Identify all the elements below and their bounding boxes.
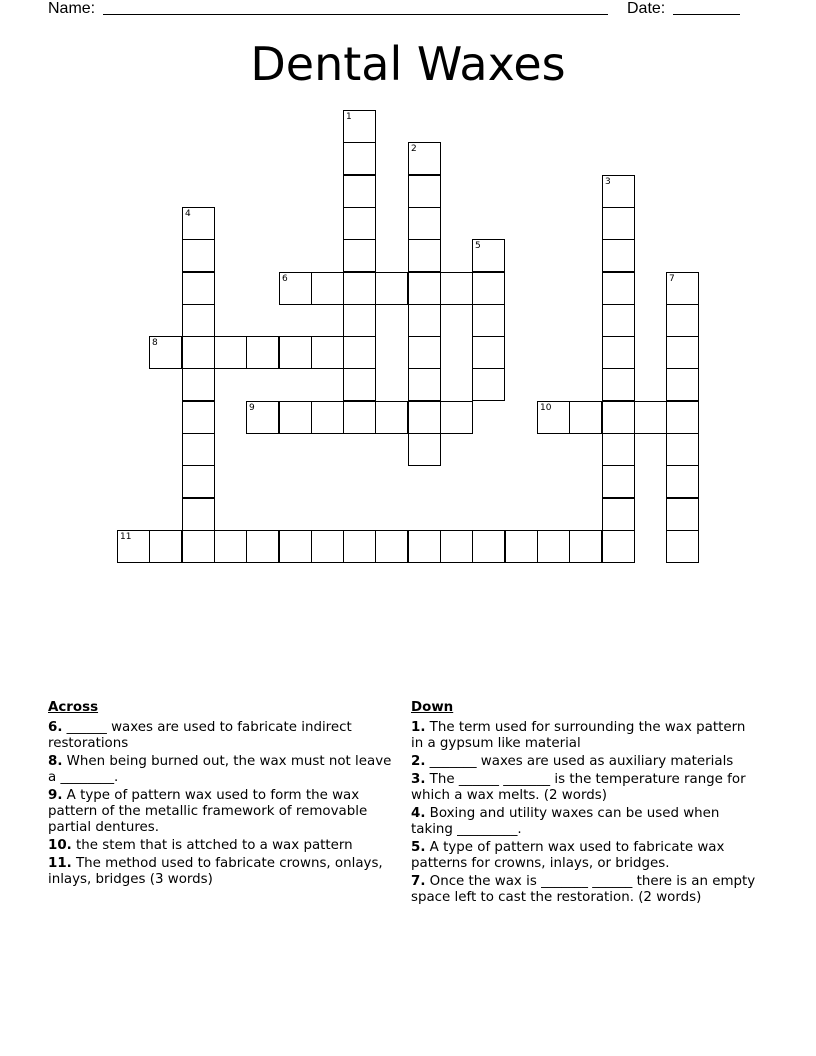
crossword-cell[interactable] xyxy=(666,465,699,498)
crossword-cell[interactable] xyxy=(343,239,376,272)
cell-number: 8 xyxy=(152,338,158,348)
across-heading: Across xyxy=(48,700,99,715)
crossword-cell[interactable] xyxy=(182,239,215,272)
crossword-cell[interactable] xyxy=(375,401,408,434)
crossword-cell[interactable] xyxy=(182,304,215,337)
crossword-cell[interactable] xyxy=(408,401,441,434)
crossword-cell[interactable] xyxy=(182,498,215,531)
puzzle-title: Dental Waxes xyxy=(250,37,566,91)
cell-number: 7 xyxy=(669,274,675,284)
crossword-cell[interactable] xyxy=(666,336,699,369)
crossword-cell[interactable] xyxy=(666,498,699,531)
crossword-cell[interactable] xyxy=(246,401,279,434)
crossword-cell[interactable] xyxy=(343,368,376,401)
clue-across-6: 6. ______ waxes are used to fabricate indirect restorations xyxy=(48,720,352,751)
crossword-cell[interactable] xyxy=(408,433,441,466)
clue-across-8: 8. When being burned out, the wax must not leave a ________. xyxy=(48,754,392,785)
crossword-cell[interactable] xyxy=(472,530,505,563)
crossword-cell[interactable] xyxy=(279,272,312,305)
name-label: Name: xyxy=(48,0,96,17)
cell-number: 5 xyxy=(475,241,481,251)
crossword-cell[interactable] xyxy=(408,207,441,240)
crossword-cell[interactable] xyxy=(311,530,344,563)
crossword-cell[interactable] xyxy=(602,498,635,531)
crossword-cell[interactable] xyxy=(602,175,635,208)
crossword-cell[interactable] xyxy=(666,433,699,466)
crossword-cell[interactable] xyxy=(214,336,247,369)
cell-number: 11 xyxy=(120,532,132,542)
crossword-cell[interactable] xyxy=(182,336,215,369)
clue-across-9: 9. A type of pattern wax used to form the wax pattern of the metallic framework of removable partial dentures. xyxy=(48,788,368,835)
crossword-cell[interactable] xyxy=(408,272,441,305)
clue-down-2: 2. _______ waxes are used as auxiliary materials xyxy=(411,754,734,769)
crossword-cell[interactable] xyxy=(440,401,473,434)
crossword-cell[interactable] xyxy=(343,401,376,434)
crossword-cell[interactable] xyxy=(246,336,279,369)
clue-down-5: 5. A type of pattern wax used to fabricate wax patterns for crowns, inlays, or bridges. xyxy=(411,840,725,871)
crossword-cell[interactable] xyxy=(117,530,150,563)
crossword-cell[interactable] xyxy=(279,401,312,434)
crossword-cell[interactable] xyxy=(343,272,376,305)
crossword-cell[interactable] xyxy=(343,336,376,369)
crossword-cell[interactable] xyxy=(343,175,376,208)
crossword-cell[interactable] xyxy=(440,530,473,563)
crossword-cell[interactable] xyxy=(602,207,635,240)
crossword-cell[interactable] xyxy=(602,239,635,272)
crossword-cell[interactable] xyxy=(182,433,215,466)
cell-number: 2 xyxy=(411,144,417,154)
clue-across-10: 10. the stem that is attched to a wax pattern xyxy=(48,838,353,853)
crossword-cell[interactable] xyxy=(666,401,699,434)
cell-number: 3 xyxy=(605,177,611,187)
crossword-cell[interactable] xyxy=(408,304,441,337)
crossword-cell[interactable] xyxy=(537,530,570,563)
crossword-cell[interactable] xyxy=(182,401,215,434)
down-heading: Down xyxy=(411,700,454,715)
crossword-cell[interactable] xyxy=(472,304,505,337)
crossword-cell[interactable] xyxy=(666,304,699,337)
crossword-cell[interactable] xyxy=(440,272,473,305)
crossword-cell[interactable] xyxy=(343,304,376,337)
across-clues xyxy=(48,700,403,890)
cell-number: 10 xyxy=(540,403,552,413)
crossword-cell[interactable] xyxy=(602,401,635,434)
crossword-cell[interactable] xyxy=(408,175,441,208)
cell-number: 9 xyxy=(249,403,255,413)
crossword-cell[interactable] xyxy=(602,304,635,337)
crossword-cell[interactable] xyxy=(375,530,408,563)
crossword-cell[interactable] xyxy=(408,530,441,563)
crossword-cell[interactable] xyxy=(472,336,505,369)
clue-down-3: 3. The ______ _______ is the temperature range for which a wax melts. (2 words) xyxy=(411,772,746,803)
crossword-cell[interactable] xyxy=(149,336,182,369)
crossword-cell[interactable] xyxy=(569,401,602,434)
crossword-cell[interactable] xyxy=(279,530,312,563)
crossword-cell[interactable] xyxy=(408,142,441,175)
crossword-cell[interactable] xyxy=(408,336,441,369)
crossword-cell[interactable] xyxy=(602,433,635,466)
crossword-cell[interactable] xyxy=(634,401,667,434)
clue-down-4: 4. Boxing and utility waxes can be used when taking _________. xyxy=(411,806,720,837)
crossword-cell[interactable] xyxy=(311,401,344,434)
crossword-cell[interactable] xyxy=(408,239,441,272)
crossword-cell[interactable] xyxy=(343,207,376,240)
crossword-cell[interactable] xyxy=(182,465,215,498)
crossword-cell[interactable] xyxy=(279,336,312,369)
crossword-cell[interactable] xyxy=(666,272,699,305)
cell-number: 6 xyxy=(282,274,288,284)
crossword-cell[interactable] xyxy=(602,368,635,401)
crossword-cell[interactable] xyxy=(182,207,215,240)
crossword-cell[interactable] xyxy=(472,239,505,272)
crossword-cell[interactable] xyxy=(343,110,376,143)
crossword-cell[interactable] xyxy=(182,272,215,305)
crossword-cell[interactable] xyxy=(602,272,635,305)
crossword-cell[interactable] xyxy=(214,530,247,563)
clue-down-1: 1. The term used for surrounding the wax pattern in a gypsum like material xyxy=(411,720,746,751)
crossword-cell[interactable] xyxy=(408,368,441,401)
crossword-cell[interactable] xyxy=(472,272,505,305)
crossword-cell[interactable] xyxy=(537,401,570,434)
cell-number: 1 xyxy=(346,112,352,122)
clue-across-11: 11. The method used to fabricate crowns, onlays, inlays, bridges (3 words) xyxy=(48,856,383,887)
clue-down-7: 7. Once the wax is _______ ______ there is an empty space left to cast the restoration. (2 words) xyxy=(411,874,756,905)
crossword-cell[interactable] xyxy=(149,530,182,563)
crossword-cell[interactable] xyxy=(666,530,699,563)
cell-number: 4 xyxy=(185,209,191,219)
crossword-cell[interactable] xyxy=(472,368,505,401)
crossword-cell[interactable] xyxy=(182,368,215,401)
crossword-cell[interactable] xyxy=(375,272,408,305)
date-label: Date: xyxy=(627,0,666,17)
crossword-cell[interactable] xyxy=(602,530,635,563)
crossword-cell[interactable] xyxy=(246,530,279,563)
crossword-cell[interactable] xyxy=(602,336,635,369)
down-clues xyxy=(411,700,756,908)
crossword-cell[interactable] xyxy=(311,272,344,305)
crossword-cell[interactable] xyxy=(343,142,376,175)
crossword-cell[interactable] xyxy=(182,530,215,563)
crossword-cell[interactable] xyxy=(666,368,699,401)
crossword-cell[interactable] xyxy=(311,336,344,369)
crossword-cell[interactable] xyxy=(602,465,635,498)
crossword-cell[interactable] xyxy=(343,530,376,563)
crossword-cell[interactable] xyxy=(569,530,602,563)
crossword-cell[interactable] xyxy=(505,530,538,563)
